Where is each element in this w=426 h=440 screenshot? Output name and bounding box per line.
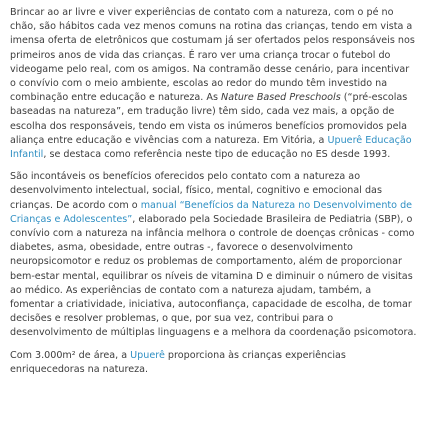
paragraph-closing bbox=[10, 349, 418, 377]
sbp-manual-link[interactable]: manual “Benefícios da Natureza no Desenvolvimento de Crianças e Adolescentes” bbox=[10, 199, 413, 225]
paragraph-text: Brincar ao ar livre e viver experiências de contato com a natureza, com o pé no chão, são hábitos cada vez menos comuns na rotina das crianças, tendo em vista a imensa oferta de eletrônicos que costumam já ser ofertados pelos responsáveis nos primeiros anos de vida das crianças. É raro ver uma criança trocar o futebol do videogame pelo real, com os amigos. Na contramão desse cenário, para incentivar o convívio com o meio ambiente, escolas ao redor do mundo têm investido na combinação entre educação e natureza. As bbox=[10, 7, 415, 104]
paragraph-text: proporciona às crianças experiências enriquecedoras na natureza. bbox=[10, 349, 346, 375]
upuere-school-link[interactable]: Upuerê Educação Infantil bbox=[10, 134, 412, 161]
paragraph-intro bbox=[10, 6, 418, 162]
emphasis-term: Nature Based Preschools bbox=[221, 92, 341, 104]
paragraph-text: (“pré-escolas baseadas na natureza”, em tradução livre) têm sido, cada vez mais, a opção de escolha dos responsáveis, tendo em vista os inúmeros benefícios promovidos pela aliança entre educação e vivências com a natureza. Em Vitória, a bbox=[10, 92, 408, 146]
paragraph-benefits bbox=[10, 170, 418, 340]
paragraph-text: , elaborado pela Sociedade Brasileira de Pediatria (SBP), o convívio com a natureza na infância melhora o controle de doenças crônicas - como diabetes, asma, obesidade, entre outras -, favorece o desenvolvimento neuropsicomotor e reduz os problemas de comportamento, além de proporcionar bem-estar mental, equilibrar os níveis de vitamina D e diminuir o número de visitas ao médico. As experiências de contato com a natureza ajudam, também, a fomentar a criatividade, iniciativa, autoconfiança, capacidade de escolha, de tomar decisões e resolver problemas, o que, por sua vez, contribui para o desenvolvimento de múltiplas linguagens e a melhora da coordenação psicomotora. bbox=[10, 213, 417, 339]
paragraph-text: Com 3.000m² de área, a bbox=[10, 349, 131, 361]
article-body bbox=[10, 6, 418, 385]
upuere-link[interactable]: Upuerê bbox=[130, 349, 165, 361]
paragraph-text: , se destaca como referência neste tipo de educação no ES desde 1993. bbox=[43, 149, 391, 161]
paragraph-text: São incontáveis os benefícios oferecidos pelo contato com a natureza ao desenvolvimento intelectual, social, físico, mental, cognitivo e emocional das crianças. De acordo com o bbox=[10, 171, 382, 211]
